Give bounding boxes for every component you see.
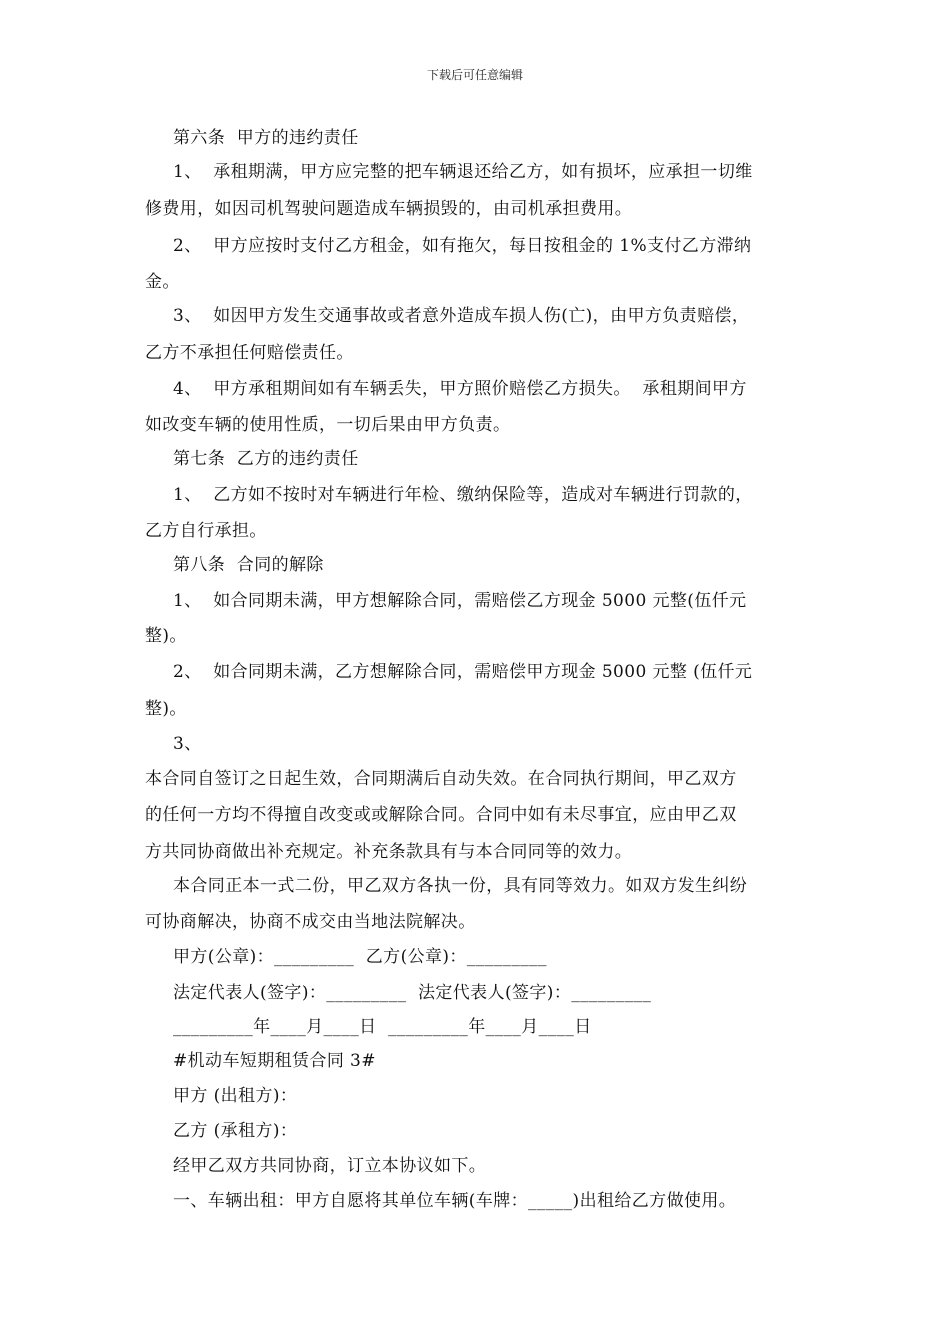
- paragraph-line: 的任何一方均不得擅自改变或或解除合同。合同中如有未尽事宜，应由甲乙双: [145, 805, 737, 825]
- paragraph-line: 2、 如合同期未满，乙方想解除合同，需赔偿甲方现金 5000 元整 (伍仟元: [173, 662, 753, 682]
- section-title: #机动车短期租赁合同 3#: [173, 1051, 376, 1071]
- date-line: _________年____月____日 _________年____月____日: [173, 1017, 592, 1037]
- paragraph-line: 整)。: [145, 626, 187, 646]
- article-7-heading: 第七条 乙方的违约责任: [173, 449, 359, 469]
- paragraph-line: 修费用，如因司机驾驶问题造成车辆损毁的，由司机承担费用。: [145, 199, 633, 219]
- paragraph-line: 3、 如因甲方发生交通事故或者意外造成车损人伤(亡)，由甲方负责赔偿，: [173, 306, 750, 326]
- party-b-line: 乙方 (承租方)：: [173, 1121, 298, 1141]
- paragraph-line: 本合同自签订之日起生效，合同期满后自动失效。在合同执行期间，甲乙双方: [145, 769, 737, 789]
- party-a-line: 甲方 (出租方)：: [173, 1086, 298, 1106]
- paragraph-line: 乙方不承担任何赔偿责任。: [145, 343, 354, 363]
- paragraph-line: 经甲乙双方共同协商，订立本协议如下。: [173, 1156, 487, 1176]
- paragraph-line: 本合同正本一式二份，甲乙双方各执一份，具有同等效力。如双方发生纠纷: [173, 876, 748, 896]
- paragraph-line: 一、车辆出租：甲方自愿将其单位车辆(车牌：_____)出租给乙方做使用。: [173, 1191, 737, 1211]
- paragraph-line: 可协商解决，协商不成交由当地法院解决。: [145, 912, 476, 932]
- paragraph-line: 1、 如合同期未满，甲方想解除合同，需赔偿乙方现金 5000 元整(伍仟元: [173, 591, 747, 611]
- paragraph-line: 2、 甲方应按时支付乙方租金，如有拖欠，每日按租金的 1%支付乙方滞纳: [173, 236, 752, 256]
- article-8-heading: 第八条 合同的解除: [173, 555, 324, 575]
- paragraph-line: 3、: [173, 734, 202, 754]
- article-6-heading: 第六条 甲方的违约责任: [173, 128, 359, 148]
- paragraph-line: 方共同协商做出补充规定。补充条款具有与本合同同等的效力。: [145, 842, 633, 862]
- paragraph-line: 整)。: [145, 699, 187, 719]
- paragraph-line: 如改变车辆的使用性质，一切后果由甲方负责。: [145, 415, 511, 435]
- paragraph-line: 乙方自行承担。: [145, 521, 267, 541]
- paragraph-line: 4、 甲方承租期间如有车辆丢失，甲方照价赔偿乙方损失。 承租期间甲方: [173, 379, 747, 399]
- paragraph-line: 1、 乙方如不按时对车辆进行年检、缴纳保险等，造成对车辆进行罚款的，: [173, 485, 753, 505]
- seal-line: 甲方(公章)：_________ 乙方(公章)：_________: [173, 947, 547, 967]
- signature-line: 法定代表人(签字)：_________ 法定代表人(签字)：_________: [173, 983, 652, 1003]
- page-header: 下载后可任意编辑: [426, 68, 523, 82]
- paragraph-line: 金。: [145, 272, 180, 292]
- paragraph-line: 1、 承租期满，甲方应完整的把车辆退还给乙方，如有损坏，应承担一切维: [173, 162, 753, 182]
